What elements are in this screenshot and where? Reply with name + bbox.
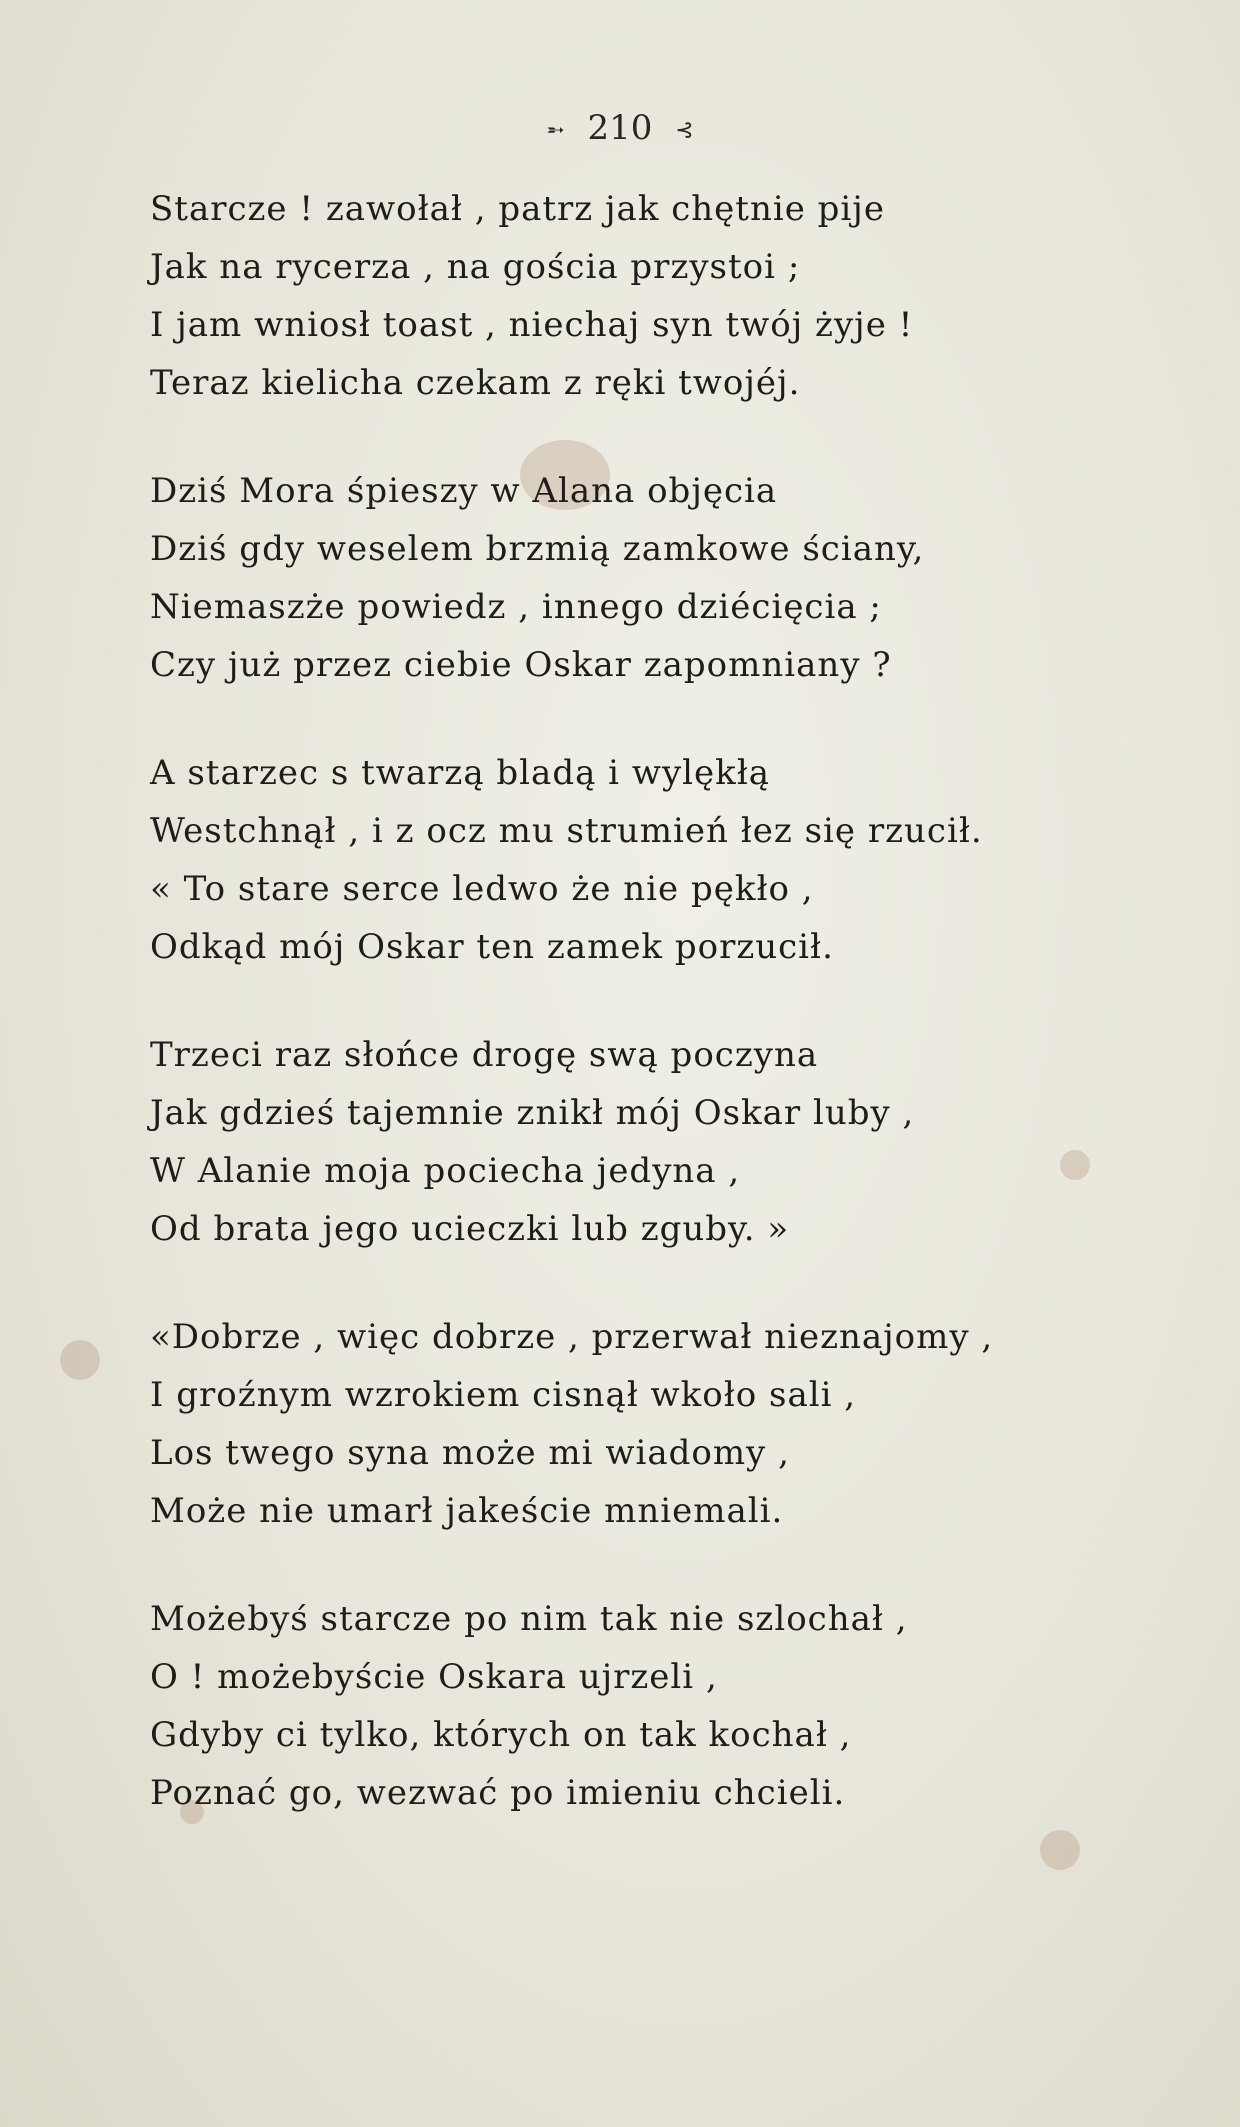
verse-line: « To stare serce ledwo że nie pękło , xyxy=(150,869,814,909)
verse-line: Trzeci raz słońce drogę swą poczyna xyxy=(150,1035,819,1075)
ornament-left-icon: ➵ xyxy=(546,117,565,143)
verse-line: Niemaszże powiedz , innego dziécięcia ; xyxy=(150,587,882,627)
stanza xyxy=(150,180,1070,412)
verse-line: Starcze ! zawołał , patrz jak chętnie pije xyxy=(150,189,885,229)
verse-line: O ! możebyście Oskara ujrzeli , xyxy=(150,1657,718,1697)
verse-line: Od brata jego ucieczki lub zguby. » xyxy=(150,1209,790,1249)
verse-line: I jam wniosł toast , niechaj syn twój żyje ! xyxy=(150,305,914,345)
page-header xyxy=(0,108,1240,148)
stanza xyxy=(150,744,1070,976)
verse-line: Poznać go, wezwać po imieniu chcieli. xyxy=(150,1773,846,1813)
stanza xyxy=(150,462,1070,694)
verse-line: Gdyby ci tylko, których on tak kochał , xyxy=(150,1715,852,1755)
poem-text xyxy=(150,180,1070,1872)
verse-line: A starzec s twarzą bladą i wylękłą xyxy=(150,753,771,793)
verse-line: Jak na rycerza , na gościa przystoi ; xyxy=(150,247,801,287)
verse-line: Odkąd mój Oskar ten zamek porzucił. xyxy=(150,927,834,967)
verse-line: Jak gdzieś tajemnie znikł mój Oskar luby , xyxy=(150,1093,915,1133)
verse-line: Dziś gdy weselem brzmią zamkowe ściany, xyxy=(150,529,925,569)
verse-line: Czy już przez ciebie Oskar zapomniany ? xyxy=(150,645,892,685)
stanza xyxy=(150,1308,1070,1540)
stanza xyxy=(150,1590,1070,1822)
verse-line: Dziś Mora śpieszy w Alana objęcia xyxy=(150,471,778,511)
verse-line: «Dobrze , więc dobrze , przerwał nieznajomy , xyxy=(150,1317,994,1357)
ornament-right-icon: ⊰ xyxy=(675,117,694,143)
stanza xyxy=(150,1026,1070,1258)
verse-line: I groźnym wzrokiem cisnął wkoło sali , xyxy=(150,1375,857,1415)
foxing-spot xyxy=(60,1340,100,1380)
page-number: 210 xyxy=(587,108,653,148)
verse-line: Los twego syna może mi wiadomy , xyxy=(150,1433,790,1473)
verse-line: Możebyś starcze po nim tak nie szlochał , xyxy=(150,1599,908,1639)
verse-line: Teraz kielicha czekam z ręki twojéj. xyxy=(150,363,801,403)
verse-line: Może nie umarł jakeście mniemali. xyxy=(150,1491,784,1531)
verse-line: W Alanie moja pociecha jedyna , xyxy=(150,1151,741,1191)
verse-line: Westchnął , i z ocz mu strumień łez się rzucił. xyxy=(150,811,983,851)
